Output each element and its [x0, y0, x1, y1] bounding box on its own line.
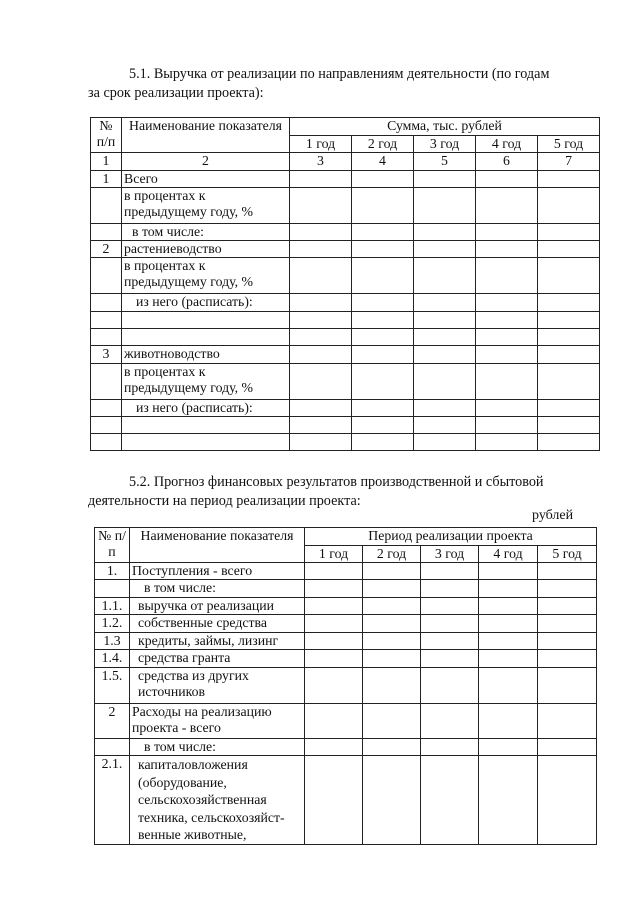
row-number: [95, 739, 130, 756]
row-number: [91, 329, 122, 346]
row-label: животноводство: [122, 346, 290, 364]
table-row: [91, 241, 600, 258]
table-row: [91, 171, 600, 188]
table-row: [95, 668, 597, 704]
row-label: [122, 329, 290, 346]
row-number: 1.1.: [95, 598, 130, 615]
row-label: растениеводство: [122, 241, 290, 258]
row-label: выручка от реализации: [130, 598, 305, 615]
revenue-column-numbers-row: [91, 153, 600, 171]
table-row: [91, 434, 600, 451]
table-row: [95, 615, 597, 633]
row-number: 1: [91, 171, 122, 188]
row-number: [91, 224, 122, 241]
table-row: [95, 633, 597, 650]
row-label: [122, 417, 290, 434]
row-label: средства из других источников: [130, 668, 305, 704]
row-number: 3: [91, 346, 122, 364]
revenue-col-sum-header: Сумма, тыс. рублей: [290, 118, 600, 136]
revenue-year-header: 1 год: [290, 136, 352, 153]
forecast-col-num-header: № п/п: [95, 528, 130, 563]
row-number: 1.3: [95, 633, 130, 650]
table-row: [91, 188, 600, 224]
revenue-col-num-header: № п/п: [91, 118, 122, 153]
row-number: 2.1.: [95, 756, 130, 845]
table-row: [91, 417, 600, 434]
row-label: Расходы на реализацию проекта - всего: [130, 704, 305, 739]
revenue-table: [90, 117, 600, 451]
table-row: [91, 329, 600, 346]
section-5-2-heading-line1: 5.2. Прогноз финансовых результатов производственной и сбытовой: [129, 474, 544, 490]
table-row: [95, 650, 597, 668]
row-label: из него (расписать):: [122, 400, 290, 417]
row-label: [122, 434, 290, 451]
table-row: [91, 294, 600, 312]
currency-unit-label: рублей: [532, 508, 574, 523]
table-row: [95, 704, 597, 739]
row-label: в процентах к предыдущему году, %: [122, 258, 290, 294]
column-number: 3: [290, 153, 352, 171]
row-label: средства гранта: [130, 650, 305, 668]
row-number: [91, 400, 122, 417]
revenue-header-row-1: [91, 118, 600, 136]
table-row: [91, 346, 600, 364]
section-5-1-heading-line2: за срок реализации проекта):: [88, 85, 264, 101]
table-row: [91, 258, 600, 294]
column-number: 6: [476, 153, 538, 171]
table-row: [91, 224, 600, 241]
table-row: [91, 400, 600, 417]
table-row: [95, 580, 597, 598]
row-number: 1.5.: [95, 668, 130, 704]
section-5-2-heading-line2: деятельности на период реализации проекта:: [88, 493, 361, 509]
row-label: в том числе:: [130, 580, 305, 598]
revenue-year-header: 2 год: [352, 136, 414, 153]
column-number: 1: [91, 153, 122, 171]
section-5-2-heading: [88, 473, 588, 511]
forecast-year-header: 2 год: [363, 546, 421, 563]
revenue-year-header: 5 год: [538, 136, 600, 153]
column-number: 5: [414, 153, 476, 171]
row-number: [91, 364, 122, 400]
row-label: капиталовложения (оборудование, сельскохозяйственная техника, сельскохозяйст-венные животные,: [130, 756, 305, 845]
row-number: [91, 417, 122, 434]
section-5-1-heading-line1: 5.1. Выручка от реализации по направлениям деятельности (по годам: [129, 66, 550, 82]
revenue-col-name-header: Наименование показателя: [122, 118, 290, 153]
row-label: [122, 312, 290, 329]
row-number: [91, 312, 122, 329]
revenue-year-header: 4 год: [476, 136, 538, 153]
row-number: [91, 294, 122, 312]
row-number: [95, 580, 130, 598]
table-row: [95, 739, 597, 756]
row-label: собственные средства: [130, 615, 305, 633]
column-number: 4: [352, 153, 414, 171]
row-number: 2: [91, 241, 122, 258]
row-label: из него (расписать):: [122, 294, 290, 312]
row-label: в том числе:: [122, 224, 290, 241]
table-row: [95, 756, 597, 845]
column-number: 7: [538, 153, 600, 171]
forecast-header-row-1: [95, 528, 597, 546]
row-number: 2: [95, 704, 130, 739]
row-number: 1.: [95, 563, 130, 580]
financial-forecast-table: [94, 527, 597, 845]
column-number: 2: [122, 153, 290, 171]
row-label: в процентах к предыдущему году, %: [122, 188, 290, 224]
row-number: [91, 188, 122, 224]
row-label: кредиты, займы, лизинг: [130, 633, 305, 650]
row-label: Всего: [122, 171, 290, 188]
row-number: [91, 258, 122, 294]
row-number: 1.4.: [95, 650, 130, 668]
revenue-year-header: 3 год: [414, 136, 476, 153]
row-label: в том числе:: [130, 739, 305, 756]
forecast-year-header: 4 год: [479, 546, 538, 563]
forecast-col-period-header: Период реализации проекта: [305, 528, 597, 546]
table-row: [91, 312, 600, 329]
table-row: [95, 563, 597, 580]
forecast-year-header: 5 год: [538, 546, 597, 563]
row-label: в процентах к предыдущему году, %: [122, 364, 290, 400]
row-number: 1.2.: [95, 615, 130, 633]
forecast-year-header: 1 год: [305, 546, 363, 563]
forecast-year-header: 3 год: [421, 546, 479, 563]
table-row: [91, 364, 600, 400]
row-label: Поступления - всего: [130, 563, 305, 580]
forecast-col-name-header: Наименование показателя: [130, 528, 305, 563]
table-row: [95, 598, 597, 615]
row-number: [91, 434, 122, 451]
section-5-1-heading: [88, 65, 588, 103]
